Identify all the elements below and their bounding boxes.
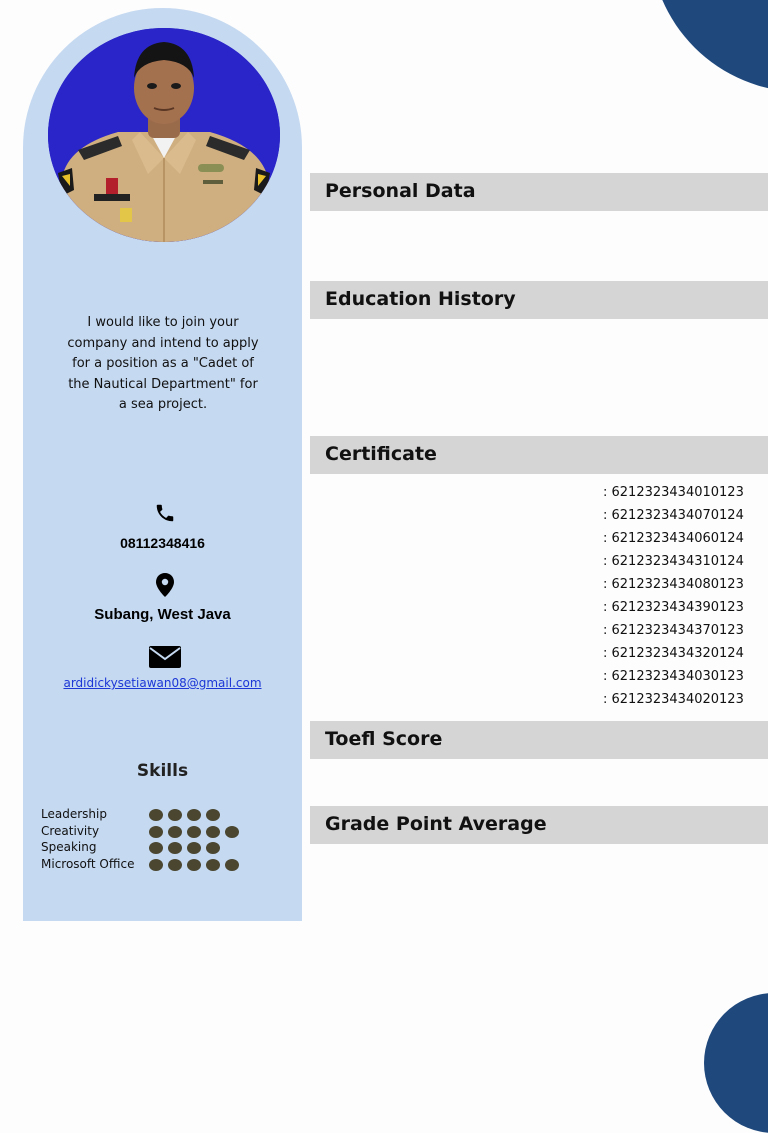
section-grade-point-average bbox=[310, 806, 768, 844]
certificate-item: : 6212323434310124 bbox=[603, 554, 744, 569]
certificate-item: : 6212323434390123 bbox=[603, 600, 744, 615]
skill-dot bbox=[187, 842, 201, 854]
skill-dot bbox=[149, 859, 163, 871]
skill-dot bbox=[168, 842, 182, 854]
section-title: Grade Point Average bbox=[325, 813, 547, 835]
location-pin-icon bbox=[155, 573, 175, 597]
skill-dot bbox=[168, 809, 182, 821]
person-illustration bbox=[48, 28, 280, 242]
certificate-item: : 6212323434020123 bbox=[603, 692, 744, 707]
section-certificate bbox=[310, 436, 768, 474]
section-education-history bbox=[310, 281, 768, 319]
certificate-item: : 6212323434060124 bbox=[603, 531, 744, 546]
skill-dot bbox=[168, 859, 182, 871]
skill-dot bbox=[187, 826, 201, 838]
phone-icon bbox=[154, 502, 176, 524]
skill-dot bbox=[168, 826, 182, 838]
email-icon bbox=[149, 646, 181, 668]
skill-dot bbox=[149, 826, 163, 838]
profile-photo bbox=[48, 28, 280, 242]
skill-dot bbox=[206, 842, 220, 854]
section-toefl-score bbox=[310, 721, 768, 759]
section-title: Certificate bbox=[325, 443, 437, 465]
skill-name: Speaking bbox=[41, 840, 97, 854]
skill-dot bbox=[187, 809, 201, 821]
certificate-item: : 6212323434070124 bbox=[603, 508, 744, 523]
skill-name: Leadership bbox=[41, 807, 107, 821]
skill-rating bbox=[149, 859, 244, 878]
certificate-item: : 6212323434010123 bbox=[603, 485, 744, 500]
skill-dot bbox=[149, 809, 163, 821]
section-title: Personal Data bbox=[325, 180, 476, 202]
skill-dot bbox=[206, 826, 220, 838]
skill-dot bbox=[149, 842, 163, 854]
certificate-item: : 6212323434030123 bbox=[603, 669, 744, 684]
skill-dot bbox=[225, 859, 239, 871]
section-title: Toefl Score bbox=[325, 728, 443, 750]
skill-dot bbox=[225, 826, 239, 838]
skill-dot bbox=[206, 859, 220, 871]
objective-text: I would like to join your company and intend to apply for a position as a "Cadet of the Nautical Department" for a sea project. bbox=[67, 315, 259, 412]
section-personal-data bbox=[310, 173, 768, 211]
skills-title: Skills bbox=[136, 761, 189, 781]
certificate-list bbox=[603, 484, 744, 714]
certificate-item: : 6212323434080123 bbox=[603, 577, 744, 592]
section-title: Education History bbox=[325, 288, 516, 310]
email-link[interactable]: ardidickysetiawan08@gmail.com bbox=[63, 676, 262, 690]
location-text: Subang, West Java bbox=[94, 606, 231, 623]
skill-name: Microsoft Office bbox=[41, 857, 135, 871]
skill-name: Creativity bbox=[41, 824, 100, 838]
phone-number: 08112348416 bbox=[120, 535, 205, 551]
decorative-corner-bottom bbox=[704, 993, 768, 1133]
certificate-item: : 6212323434320124 bbox=[603, 646, 744, 661]
decorative-corner-top bbox=[650, 0, 768, 92]
skill-dot bbox=[206, 809, 220, 821]
skill-dot bbox=[187, 859, 201, 871]
certificate-item: : 6212323434370123 bbox=[603, 623, 744, 638]
